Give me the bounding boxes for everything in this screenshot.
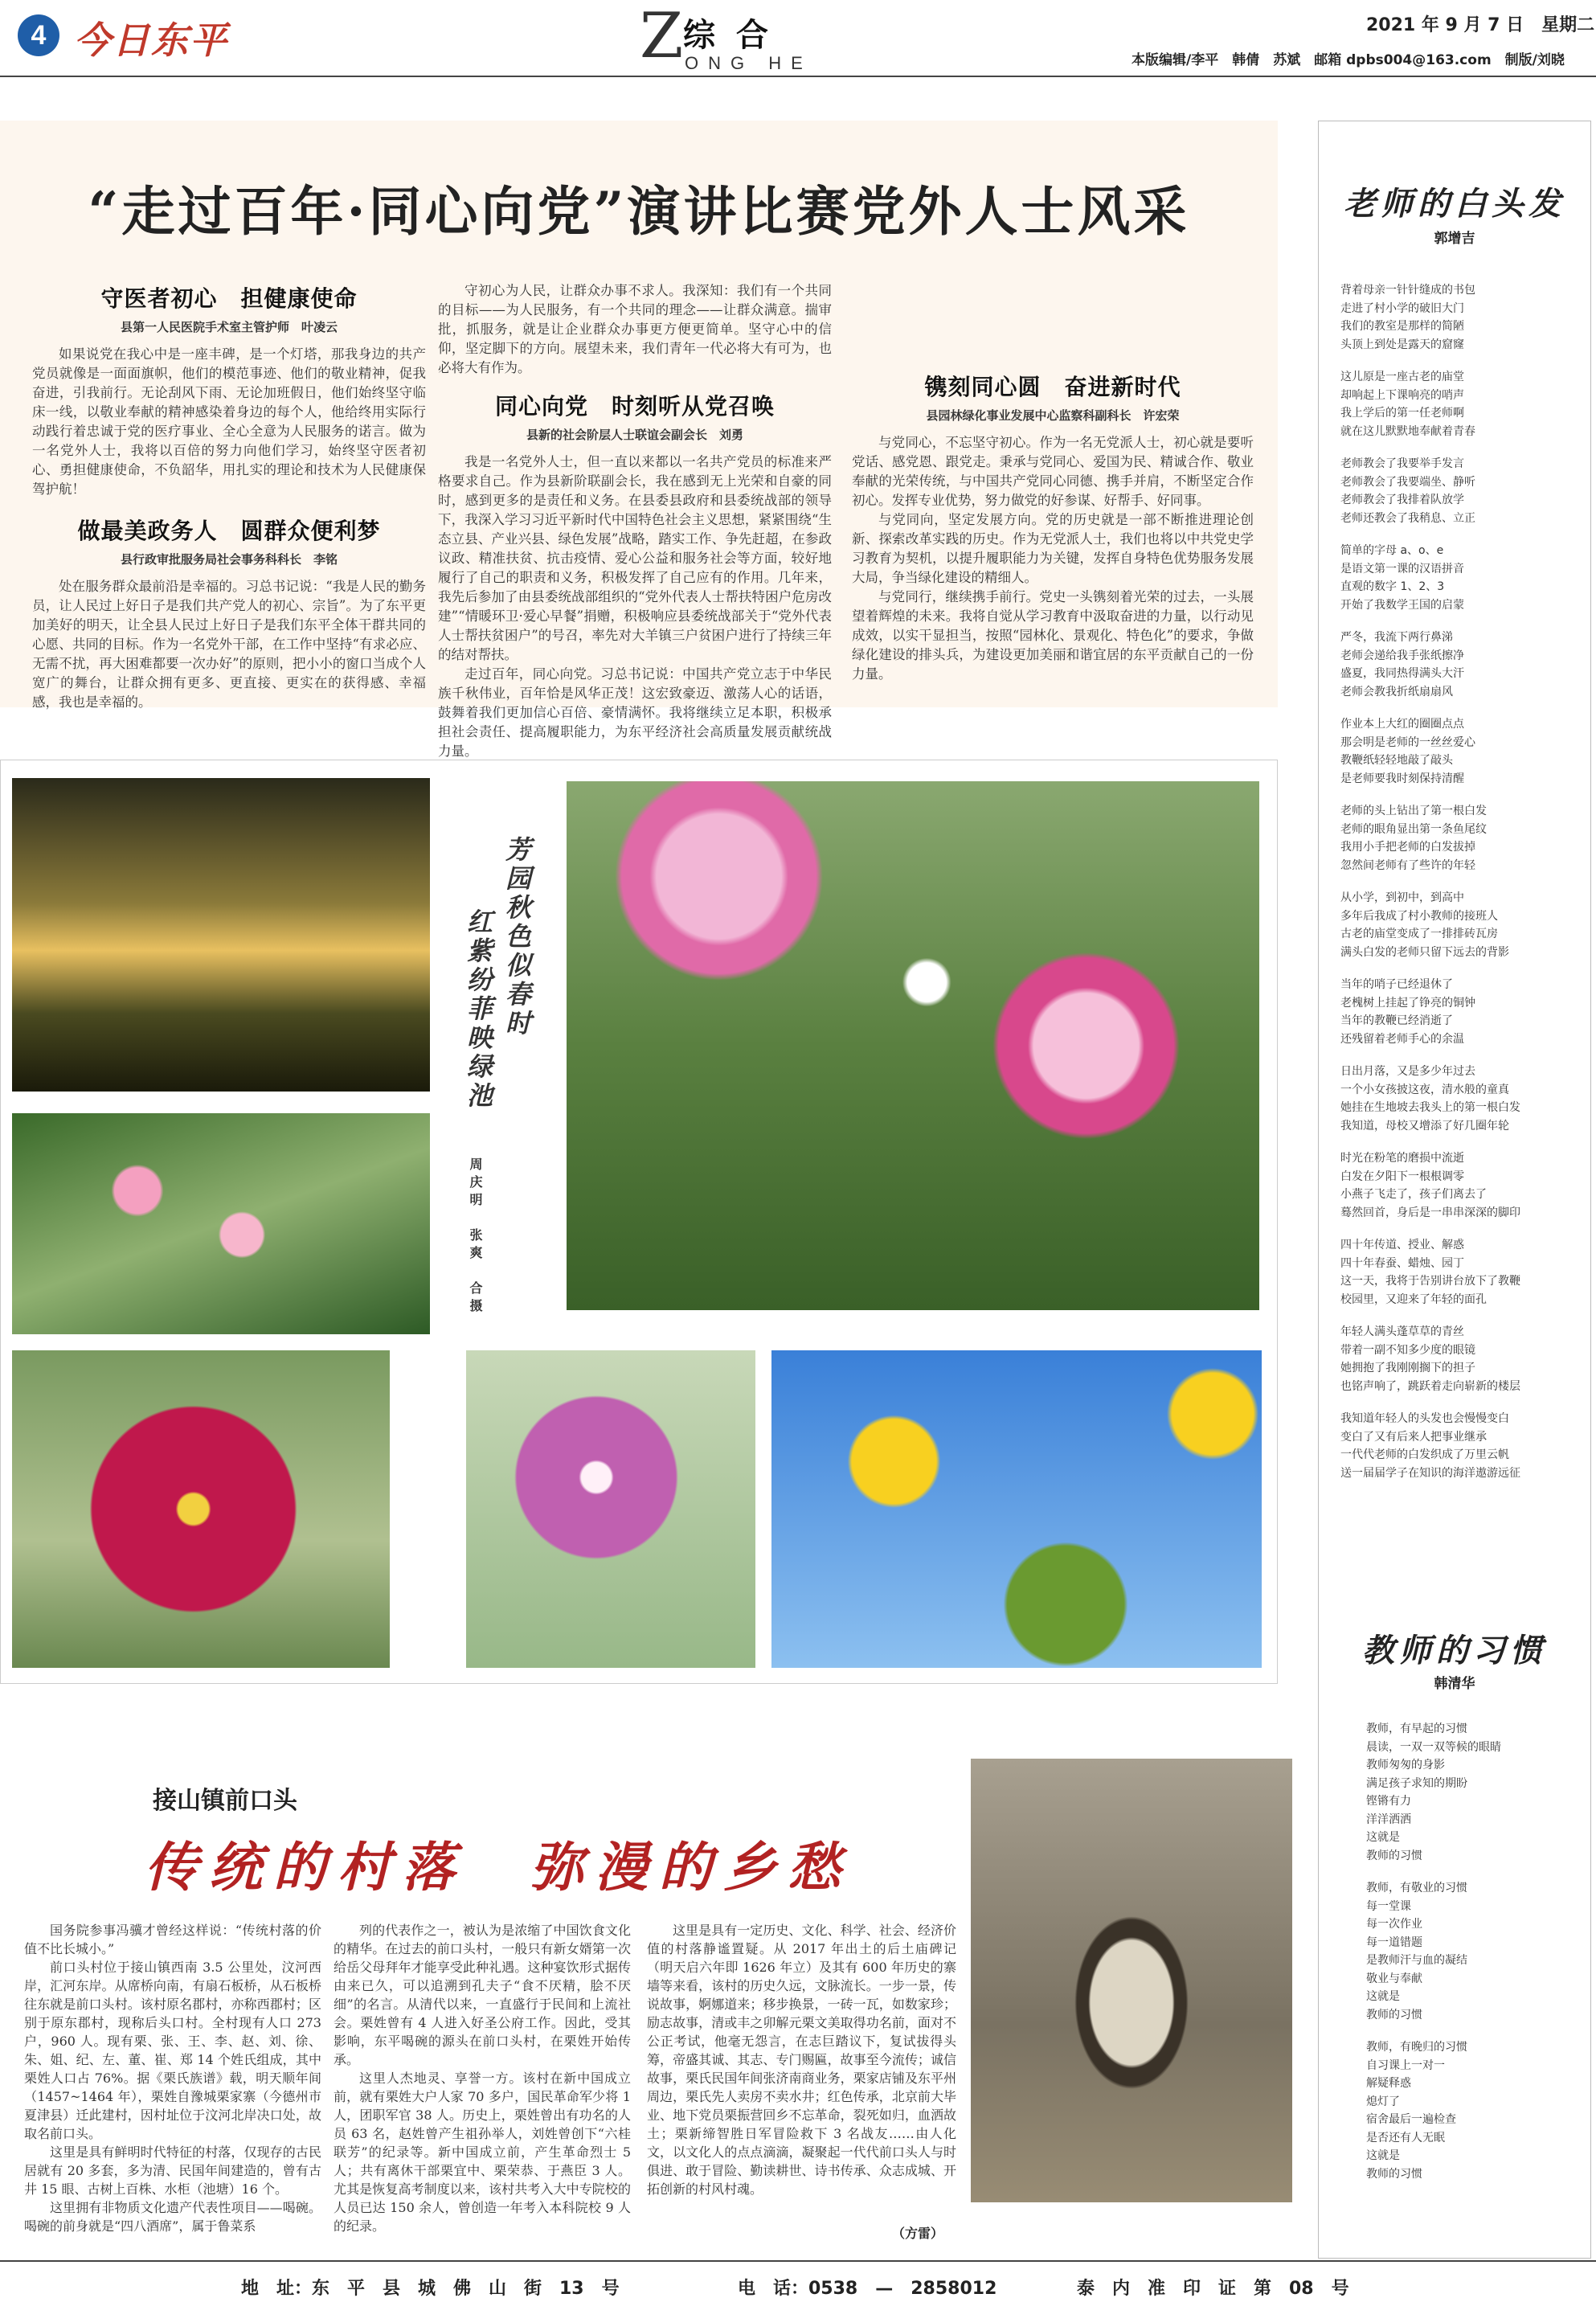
paragraph: 我是一名党外人士，但一直以来都以一名共产党员的标准来严格要求自己。作为县新阶联副会长，我在感到无上光荣和自豪的同时，感到更多的是责任和义务。在县委县政府和县委统战部的领导下，我深入学习习近平新时代中国特色社会主义思想，紧紧围绕“生态立县、产业兴县、绿色发展”战略，踏实工作、争先赶超，在参政议政、精准扶贫、抗击疫情、爱心公益和服务社会等方面，较好地履行了自己的职责和义务，积极发挥了自己应有的作用。几年来，我先后参加了由县委统战部组织的“党外代表人士帮扶特困户危房改建”“情暖环卫·爱心早餐”捐赠，积极响应县委统战部关于“党外代表人士帮扶贫困户”的号召，率先对大羊镇三户贫困户进行了持续三年的结对帮扶。 <box>438 454 832 662</box>
poem-line: 当年的教鞭已经消逝了 <box>1340 1014 1453 1027</box>
poem-stanza <box>1340 1149 1582 1222</box>
pink-cosmos-photo <box>567 781 1259 1310</box>
poem1-body <box>1340 281 1582 1497</box>
poem-line: 是教师汗与血的凝结 <box>1366 1954 1467 1967</box>
poem-line: 她拥抱了我刚刚搁下的担子 <box>1340 1362 1475 1374</box>
poem-stanza <box>1366 2038 1575 2183</box>
poem-line: 当年的哨子已经退休了 <box>1340 978 1453 991</box>
poem-stanza <box>1366 1879 1575 2024</box>
poem-line: 忽然间老师有了些许的年轻 <box>1340 858 1475 872</box>
poem-line: 白发在夕阳下一根根调零 <box>1340 1169 1464 1183</box>
poem-line: 每一堂课 <box>1366 1899 1411 1913</box>
speech2-body-part1 <box>32 577 426 712</box>
village-kicker: 接山镇前口头 <box>153 1787 297 1815</box>
poem-line: 多年后我成了村小教师的接班人 <box>1340 909 1498 923</box>
poem-stanza <box>1340 1063 1582 1135</box>
speech4-body <box>852 433 1254 684</box>
poem-line: 这一天，我将于告别讲台放下了教鞭 <box>1340 1275 1520 1288</box>
poem-line: 还残留着老师手心的余温 <box>1340 1032 1464 1046</box>
poem-stanza <box>1340 1236 1582 1309</box>
poem-line: 盛夏，我同热得满头大汗 <box>1340 667 1464 680</box>
paragraph: 走过百年，同心向党。习总书记说：中国共产党立志于中华民族千秋伟业，百年恰是风华正茂！这宏致豪迈、激荡人心的话语，鼓舞着我们更加信心百倍、豪情满怀。我将继续立足本职，积极承担社会责任、提高履职能力，为东平经济社会高质量发展贡献统战力量。 <box>438 666 832 759</box>
poem-line: 那会明是老师的一丝丝爱心 <box>1340 735 1475 749</box>
poem2-author: 韩清华 <box>1434 1676 1475 1692</box>
photo-credit: 周庆明 张爽 合摄 <box>468 1157 483 1317</box>
poem-line: 铿锵有力 <box>1366 1795 1411 1808</box>
poem-stanza <box>1366 1720 1575 1865</box>
paragraph: 守初心为人民，让群众办事不求人。我深知：我们有一个共同的目标——为人民服务，有一个共同的理念——让群众满意。揣审批，抓服务，就是让企业群众办事更方便更简单。坚守心中的信仰，坚定脚下的方向。展望未来，我们青年一代必将大有可为，也必将大有作为。 <box>438 283 832 375</box>
poem-line: 老师教会了我要举手发言 <box>1340 457 1464 470</box>
poem-line: 晨读，一双一双等候的眼睛 <box>1366 1740 1501 1754</box>
speech1-body <box>32 345 426 499</box>
poem-line: 我知道年轻人的头发也会慢慢变白 <box>1340 1412 1509 1425</box>
poem-line: 这就是 <box>1366 2149 1400 2162</box>
poem-line: 每一次作业 <box>1366 1918 1422 1931</box>
poem-line: 她挂在生地坡去我头上的第一根白发 <box>1340 1101 1520 1114</box>
header-divider <box>0 76 1596 77</box>
paragraph: 与党同心，不忘坚守初心。作为一名无党派人士，初心就是要听党话、感党恩、跟党走。秉承与党同心、爱国为民、精诚合作、敬业奉献的光荣传统，与中国共产党同心同德、携手并肩，不断坚定合作初心。发挥专业优势，努力做党的好参谋、好帮手、好同事。 <box>852 435 1254 508</box>
poem-line: 年轻人满头蓬草草的青丝 <box>1340 1325 1464 1338</box>
footer-phone: 电 话：0538 — 2858012 <box>738 2279 997 2299</box>
poem-line: 头顶上到处是露天的窟窿 <box>1340 338 1464 351</box>
village-headline: 传统的村落 弥漫的乡愁 <box>145 1836 852 1899</box>
poem-line: 小燕子飞走了，孩子们离去了 <box>1340 1188 1487 1201</box>
speech3-block <box>438 281 832 761</box>
poem-line: 教师匆匆的身影 <box>1366 1759 1445 1772</box>
poem-line: 我们的教室是那样的简陋 <box>1340 320 1464 333</box>
poem-line: 是语文第一课的汉语拼音 <box>1340 562 1464 576</box>
section-pinyin: ONG HE <box>685 53 812 73</box>
lotus-pond-photo <box>12 1113 430 1334</box>
yellow-flower-photo <box>771 1350 1262 1668</box>
issue-date: 2021 年 9 月 7 日 星期二 <box>1366 15 1595 35</box>
speech2-byline: 县行政审批服务局社会事务科科长 李铭 <box>120 552 338 567</box>
poem-line: 古老的庙堂变成了一排排砖瓦房 <box>1340 928 1498 940</box>
paragraph: 这里人杰地灵、享誉一方。该村在新中国成立前，就有栗姓大户人家 70 多户，国民革命军少将 1 人，团职军官 38 人。历史上，栗姓曾出有功名的人员 63 名，赵姓曾产生祖孙举人，刘姓曾创下“六桂联芳”的纪录等。新中国成立前，产生革命烈士 5 人；共有离休干部栗宜中、栗荣恭、于燕臣 3 人。尤其是恢复高考制度以来，该村共考入大中专院校的人员已达 150 余人，曾创造一年考入本科院校 9 人的纪录。 <box>334 2071 631 2234</box>
poem-stanza <box>1340 976 1582 1048</box>
speech2-body-part2 <box>438 281 832 378</box>
editor-credits: 本版编辑/李平 韩倩 苏斌 邮箱 dpbs004@163.com 制版/刘晓 <box>1132 52 1565 68</box>
footer-divider <box>0 2260 1596 2262</box>
poem-stanza <box>1340 455 1582 527</box>
poem-stanza <box>1340 629 1582 701</box>
poem-line: 老师会递给我手张纸擦净 <box>1340 649 1464 662</box>
paragraph: 前口头村位于接山镇西南 3.5 公里处，汶河西岸，汇河东岸。从席桥向南，有扇石板桥，从石板桥往东就是前口头村。该村原名郡村，亦称西郡村；区别于原东郡村，现称后头口村。全村现有人口 273 户，960 人。现有栗、张、王、李、赵、刘、徐、朱、姐、纪、左、董、崔、郑 14 个姓氏组成，其中栗姓人口占 76%。据《栗氏族谱》载，明天顺年间（1457~1464 年），栗姓自豫城栗家寨（今德州市夏津县）迁此建村，因村址位于汶河北岸决口处，故取名前口头。 <box>24 1960 321 2141</box>
speech-article-headline: “走过百年·同心向党”演讲比赛党外人士风采 <box>88 180 1190 243</box>
poem-line: 满头白发的老师只留下远去的背影 <box>1340 945 1509 959</box>
poem-line: 老师的眼角显出第一条鱼尾纹 <box>1340 822 1487 836</box>
poem-line: 教鞭纸轻轻地敲了敲头 <box>1340 754 1453 767</box>
poem-line: 就在这儿默默地奉献着青春 <box>1340 424 1475 438</box>
speech4-byline: 县园林绿化事业发展中心监察科副科长 许宏荣 <box>926 408 1180 423</box>
poem-line: 满足孩子求知的期盼 <box>1366 1776 1467 1790</box>
photo-title-line1: 芳园秋色似春时 <box>501 836 532 1038</box>
newspaper-logo: 今日东平 <box>74 18 228 62</box>
poem-stanza <box>1340 542 1582 614</box>
section-letter: Z <box>640 0 684 72</box>
poem-line: 这就是 <box>1366 1990 1400 2003</box>
poem-line: 是否还有人无眠 <box>1366 2131 1445 2144</box>
poem-stanza <box>1340 1410 1582 1482</box>
poem-stanza <box>1340 1323 1582 1395</box>
speech1-title: 守医者初心 担健康使命 <box>100 285 358 312</box>
section-title: 综 合 <box>683 17 773 54</box>
poem-line: 教师的习惯 <box>1366 1849 1422 1862</box>
poem-line: 四十年传道、授业、解惑 <box>1340 1239 1464 1251</box>
poem-line: 走进了村小学的破旧大门 <box>1340 301 1464 315</box>
poem-line: 从小学，到初中，到高中 <box>1340 891 1464 904</box>
poem-line: 熄灯了 <box>1366 2095 1400 2108</box>
foxtail-sunset-photo <box>12 778 430 1092</box>
speech1-byline: 县第一人民医院手术室主管护师 叶凌云 <box>120 320 338 334</box>
poem-line: 开始了我数学王国的启蒙 <box>1340 598 1464 612</box>
speech3-title: 同心向党 时刻听从党召唤 <box>494 393 775 420</box>
paragraph: 这里是具有鲜明时代特征的村落，仅现存的古民居就有 20 多套，多为清、民国年间建造的，曾有古井 15 眼、古树上百株、水柜（池塘）16 个。 <box>24 2144 321 2197</box>
poem-line: 是老师要我时刻保持清醒 <box>1340 772 1464 785</box>
red-cosmos-photo <box>12 1350 390 1668</box>
poem-line: 四十年春蚕、蜡烛、园丁 <box>1340 1256 1464 1270</box>
poem-stanza <box>1340 281 1582 354</box>
poem-line: 老师会教我折纸扇扇风 <box>1340 685 1453 698</box>
speech4-title: 镌刻同心圆 奋进新时代 <box>924 374 1181 400</box>
poem-line: 这就是 <box>1366 1831 1400 1844</box>
village-archway-photo <box>971 1759 1292 2202</box>
poem-stanza <box>1340 889 1582 961</box>
poem-line: 老师的头上钻出了第一根白发 <box>1340 805 1487 817</box>
poem-line: 这儿原是一座古老的庙堂 <box>1340 371 1464 383</box>
poem-line: 严冬，我流下两行鼻涕 <box>1340 631 1453 644</box>
poem-line: 教师，有敬业的习惯 <box>1366 1882 1467 1894</box>
poem-line: 教师的习惯 <box>1366 2008 1422 2021</box>
poem-line: 时光在粉笔的磨损中流逝 <box>1340 1152 1464 1165</box>
poem2-title: 教师的习惯 <box>1362 1632 1547 1669</box>
poem-stanza <box>1340 715 1582 788</box>
paragraph: 与党同向，坚定发展方向。党的历史就是一部不断推进理论创新、探索改革实践的历史。作为无党派人士，我们也将以中共党史学习教育为契机，以提升履职能力为关键，发挥自身特色优势服务发展大局，争当绿化建设的精细人。 <box>852 512 1254 585</box>
footer-address: 地 址：东 平 县 城 佛 山 街 13 号 <box>241 2279 620 2299</box>
speech1-block <box>32 281 426 712</box>
paragraph: 这里是具有一定历史、文化、科学、社会、经济价值的村落静谧置疑。从 2017 年出土的后土庙碑记（明天启六年即 1626 年立）及其有 600 年历史的寨墙等来看，该村的历史久远，文脉流长。一步一景，传说故事，婀娜道来；移步换景，一砖一瓦，如数家珍；励志故事，清或丰之卯解元栗文美取得功名前，面对不公正考试，他毫无怨言，在志巨踏议下，复试拔得头筹，帝盛其诚、其志、专门赐匾，故事至今流传；诚信故事，栗氏民国年间张济南商业务，栗家店铺及东平州周边，栗氏先人卖房不卖水井；红色传承，北京前大毕业、地下党员栗振营回乡不忘革命，裂死如归，血洒故土；栗新缔智胜日军冒险救下 3 名战友……由人化文，以文化人的点点滴滴，凝聚起一代代前口头人与时俱进、敢于冒险、勤读耕世、诗书传承、众志成城、开拓创新的村风村魂。 <box>647 1923 956 2197</box>
poem-line: 宿舍最后一遍检查 <box>1366 2113 1456 2126</box>
poem-line: 一代代老师的白发织成了万里云帆 <box>1340 1448 1509 1461</box>
poem-line: 简单的字母 a、o、e <box>1340 544 1444 557</box>
poem-line: 老师教会了我要端坐、静听 <box>1340 475 1475 489</box>
paragraph: 处在服务群众最前沿是幸福的。习总书记说：“我是人民的勤务员，让人民过上好日子是我们共产党人的初心、宗旨”。为了东平更加美好的明天，让全县人民过上好日子是我们东平全体干群共同的心愿、共同的目标。作为一名党外干部，在工作中坚持“有求必应、无需不扰，再大困难都要一次办好”的原则，把小小的窗口当成个人宽广的舞台，让群众拥有更多、更直接、更实在的获得感、幸福感，我也是幸福的。 <box>32 579 426 710</box>
poem1-title: 老师的白头发 <box>1344 185 1565 223</box>
poem1-author: 郭增吉 <box>1434 231 1475 247</box>
poem-line: 教师的习惯 <box>1366 2167 1422 2181</box>
poem-line: 一个小女孩披这夜，清水般的童真 <box>1340 1083 1509 1096</box>
paragraph: 如果说党在我心中是一座丰碑，是一个灯塔，那我身边的共产党员就像是一面面旗帜，他们的模范事迹、他们的敬业精神，促我奋进，引我前行。无论刮风下雨、无论加班假日，他们始终坚守临床一线，以敬业奉献的精神感染着身边的每个人，他给终用实际行动践行着忠诚于党的医疗事业、全心全意为人民服务的诺言。做为一名党外人士，我将以百倍的努力向他们学习，始终坚守医者初心、勇担健康使命，不负韶华，用扎实的理论和技术为人民健康保驾护航！ <box>32 346 426 497</box>
poem-line: 教师，有早起的习惯 <box>1366 1722 1467 1735</box>
poem2-body <box>1366 1720 1575 2198</box>
poem-line: 校园里，又迎来了年轻的面孔 <box>1340 1292 1487 1306</box>
speech4-block <box>852 281 1254 684</box>
paragraph: 这里拥有非物质文化遗产代表性项目——喝碗。喝碗的前身就是“四八酒席”，属于鲁菜系 <box>24 2200 321 2234</box>
paragraph: 与党同行，继续携手前行。党史一头镌刻着光荣的过去，一头展望着辉煌的未来。我将自觉从学习教育中汲取奋进的力量，以行动见成效，以实干显担当，按照“园林化、景观化、特色化”的要求，争做绿化建设的排头兵，为建设更加美丽和谐宜居的东平贡献自己的一份力量。 <box>852 589 1254 682</box>
poem-line: 解疑释惑 <box>1366 2077 1411 2090</box>
poem-line: 老槐树上挂起了铮亮的铜钟 <box>1340 996 1475 1010</box>
poem-line: 变白了又有后来人把事业继承 <box>1340 1430 1487 1444</box>
speech3-body <box>438 453 832 761</box>
poem-line: 却响起上下课响亮的哨声 <box>1340 388 1464 402</box>
poem-stanza <box>1340 368 1582 440</box>
poem-line: 作业本上大红的圈圈点点 <box>1340 718 1464 731</box>
poem-line: 蓦然回首，身后是一串串深深的脚印 <box>1340 1206 1520 1219</box>
paragraph: 列的代表作之一，被认为是浓缩了中国饮食文化的精华。在过去的前口头村，一般只有新女婿第一次给岳父母拜年才能享受此种礼遇。这种宴饮形式据传由来已久，可以追溯到孔夫子“食不厌精，脍不厌细”的名言。从清代以来，一直盛行于民间和上流社会。栗姓曾有 4 人进入好圣公府工作。因此，受其影响，东平喝碗的源头在前口头村，在栗姓开始传承。 <box>334 1923 631 2067</box>
poem-line: 背着母亲一针针缝成的书包 <box>1340 284 1475 297</box>
poem-line: 我用小手把老师的白发拔掉 <box>1340 841 1475 854</box>
footer-license: 泰 内 准 印 证 第 08 号 <box>1077 2279 1349 2299</box>
poem-line: 教师，有晚归的习惯 <box>1366 2041 1467 2054</box>
poem-stanza <box>1340 802 1582 875</box>
page-number: 4 <box>18 14 59 56</box>
village-col2 <box>334 1921 631 2235</box>
morning-glory-photo <box>466 1350 755 1668</box>
poem-line: 我知道，母校又增添了好几圈年轮 <box>1340 1119 1509 1133</box>
paragraph: 国务院参事冯骥才曾经这样说：“传统村落的价值不比长城小。” <box>24 1923 321 1956</box>
poem-line: 也铭声响了，跳跃着走向崭新的楼层 <box>1340 1379 1520 1393</box>
poem-line: 老师教会了我排着队放学 <box>1340 494 1464 506</box>
speech2-title: 做最美政务人 圆群众便利梦 <box>77 518 381 544</box>
speech3-byline: 县新的社会阶层人士联谊会副会长 刘勇 <box>526 428 743 442</box>
poem-line: 直观的数字 1、2、3 <box>1340 580 1445 593</box>
poem-line: 我上学后的第一任老师啊 <box>1340 407 1464 420</box>
photo-title-line2: 红紫纷菲映绿池 <box>463 908 493 1111</box>
village-col3 <box>647 1921 956 2198</box>
poem-line: 送一届届学子在知识的海洋遨游远征 <box>1340 1466 1520 1480</box>
poem-line: 自习课上一对一 <box>1366 2058 1445 2072</box>
village-credit: （方雷） <box>892 2226 944 2241</box>
poem-line: 每一道错题 <box>1366 1935 1422 1949</box>
poem-line: 洋洋洒洒 <box>1366 1813 1411 1826</box>
poem-line: 带着一副不知多少度的眼镜 <box>1340 1343 1475 1357</box>
poem-line: 敬业与奉献 <box>1366 1972 1422 1985</box>
village-col1 <box>24 1921 321 2235</box>
poem-line: 老师还教会了我稍息、立正 <box>1340 511 1475 525</box>
poem-line: 日出月落，又是多少年过去 <box>1340 1065 1475 1078</box>
